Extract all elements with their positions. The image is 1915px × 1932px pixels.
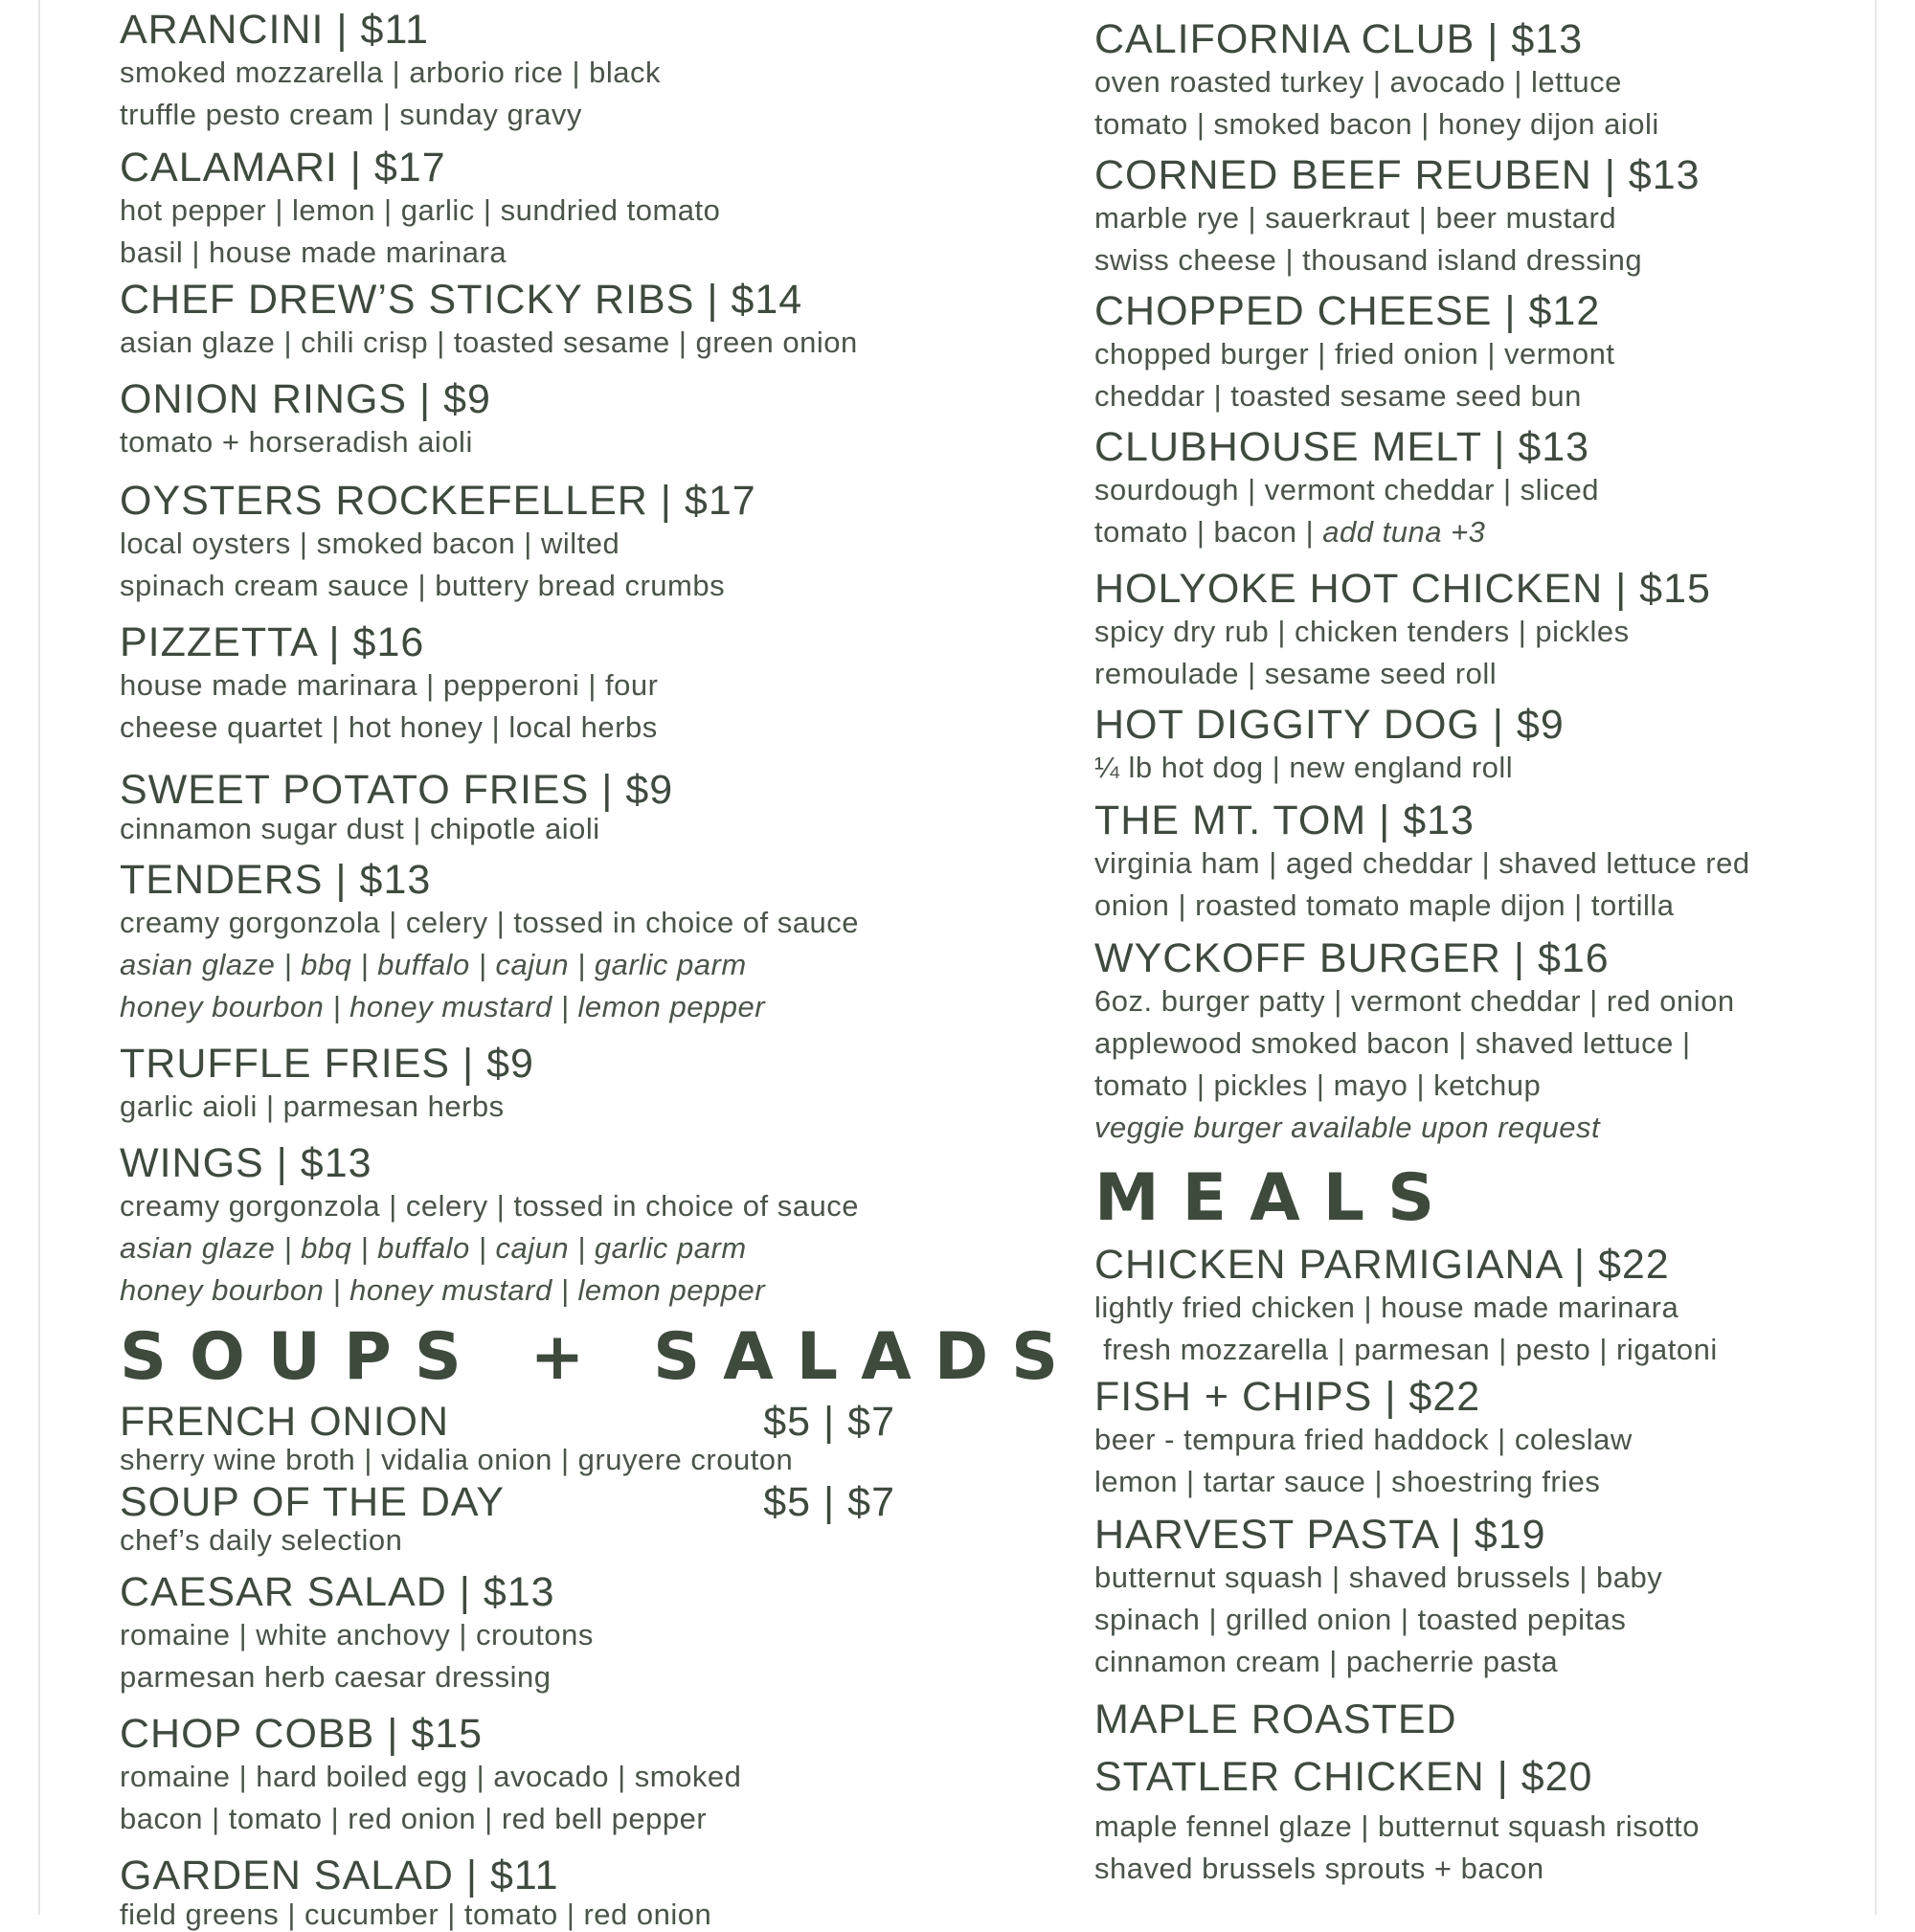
item-description: house made marinara | pepperoni | four bbox=[120, 668, 659, 702]
item-name: CLUBHOUSE MELT | $13 bbox=[1094, 424, 1590, 470]
menu-item bbox=[120, 858, 1039, 1028]
sauce-options: honey bourbon | honey mustard | lemon pepper bbox=[120, 990, 766, 1023]
item-name: HARVEST PASTA | $19 bbox=[1094, 1512, 1546, 1558]
item-description: romaine | hard boiled egg | avocado | smoked bbox=[120, 1760, 742, 1793]
item-price: $5 | $7 bbox=[763, 1399, 895, 1445]
item-description: hot pepper | lemon | garlic | sundried tomato bbox=[120, 193, 721, 227]
item-description: shaved brussels sprouts + bacon bbox=[1094, 1852, 1544, 1885]
item-description: chef’s daily selection bbox=[120, 1523, 403, 1557]
menu-item bbox=[120, 1480, 1039, 1557]
item-description: onion | roasted tomato maple dijon | tortilla bbox=[1094, 888, 1675, 922]
menu-item bbox=[120, 377, 1039, 463]
item-name: WYCKOFF BURGER | $16 bbox=[1094, 935, 1610, 981]
item-description: 6oz. burger patty | vermont cheddar | red onion bbox=[1094, 984, 1735, 1018]
item-name: GARDEN SALAD | $11 bbox=[120, 1853, 559, 1898]
menu-item bbox=[120, 1712, 1039, 1840]
item-description bbox=[1094, 511, 1880, 553]
item-description: tomato | smoked bacon | honey dijon aioli bbox=[1094, 107, 1659, 141]
item-description: parmesan herb caesar dressing bbox=[120, 1660, 552, 1694]
section-title-meals: MEALS bbox=[1094, 1160, 1458, 1236]
item-description: beer - tempura fried haddock | coleslaw bbox=[1094, 1423, 1633, 1456]
menu-item bbox=[120, 8, 1039, 136]
item-description: cheese quartet | hot honey | local herbs bbox=[120, 710, 658, 744]
menu-item bbox=[1094, 1691, 1880, 1890]
item-description: romaine | white anchovy | croutons bbox=[120, 1618, 594, 1651]
item-description: spicy dry rub | chicken tenders | pickles bbox=[1094, 615, 1630, 648]
item-description: spinach cream sauce | buttery bread crumbs bbox=[120, 569, 726, 602]
item-description: smoked mozzarella | arborio rice | black bbox=[120, 56, 662, 89]
menu-item bbox=[1094, 1375, 1880, 1503]
item-description: remoulade | sesame seed roll bbox=[1094, 657, 1498, 690]
menu-item bbox=[120, 1853, 1039, 1932]
item-name: CAESAR SALAD | $13 bbox=[120, 1569, 555, 1615]
item-name: FRENCH ONION bbox=[120, 1399, 450, 1445]
description-text: tomato | bacon | bbox=[1094, 515, 1323, 549]
item-description: creamy gorgonzola | celery | tossed in choice of sauce bbox=[120, 906, 859, 939]
item-name: CORNED BEEF REUBEN | $13 bbox=[1094, 152, 1701, 198]
item-description: virginia ham | aged cheddar | shaved lettuce red bbox=[1094, 846, 1750, 880]
menu-item bbox=[1094, 798, 1880, 927]
menu-item bbox=[1094, 567, 1880, 695]
item-description: local oysters | smoked bacon | wilted bbox=[120, 527, 620, 560]
item-description: cinnamon sugar dust | chipotle aioli bbox=[120, 812, 600, 845]
item-description: tomato | pickles | mayo | ketchup bbox=[1094, 1068, 1542, 1102]
item-name: HOT DIGGITY DOG | $9 bbox=[1094, 702, 1565, 748]
item-description: cinnamon cream | pacherrie pasta bbox=[1094, 1645, 1559, 1678]
item-name-continued: STATLER CHICKEN | $20 bbox=[1094, 1754, 1593, 1800]
section-title-soups-salads: SOUPS + SALADS bbox=[120, 1319, 1082, 1395]
item-name: SWEET POTATO FRIES | $9 bbox=[120, 767, 674, 813]
item-name: CALIFORNIA CLUB | $13 bbox=[1094, 16, 1584, 62]
item-name: MAPLE ROASTED bbox=[1094, 1696, 1457, 1742]
item-description: sherry wine broth | vidalia onion | gruyere crouton bbox=[120, 1443, 794, 1476]
right-column bbox=[1094, 0, 1880, 1890]
sauce-options: asian glaze | bbq | buffalo | cajun | garlic parm bbox=[120, 948, 747, 981]
item-name: WINGS | $13 bbox=[120, 1140, 372, 1186]
menu-item bbox=[1094, 1243, 1880, 1371]
left-column bbox=[120, 0, 1082, 1932]
sauce-options: asian glaze | bbq | buffalo | cajun | garlic parm bbox=[120, 1231, 747, 1265]
item-description: applewood smoked bacon | shaved lettuce | bbox=[1094, 1026, 1691, 1060]
menu-item bbox=[120, 620, 1039, 749]
item-description: spinach | grilled onion | toasted pepitas bbox=[1094, 1603, 1627, 1636]
item-description: garlic aioli | parmesan herbs bbox=[120, 1090, 505, 1123]
item-name: ARANCINI | $11 bbox=[120, 7, 430, 53]
item-price: $5 | $7 bbox=[763, 1479, 895, 1525]
menu-item bbox=[120, 1141, 1039, 1312]
item-description: field greens | cucumber | tomato | red onion bbox=[120, 1898, 712, 1931]
item-name: TRUFFLE FRIES | $9 bbox=[120, 1041, 534, 1087]
add-on-note: add tuna +3 bbox=[1322, 515, 1486, 549]
item-description: bacon | tomato | red onion | red bell pepper bbox=[120, 1802, 708, 1835]
menu-item bbox=[120, 479, 1039, 607]
item-description: butternut squash | shaved brussels | baby bbox=[1094, 1561, 1663, 1594]
menu-item bbox=[120, 1570, 1039, 1698]
item-description: truffle pesto cream | sunday gravy bbox=[120, 98, 582, 131]
menu-item bbox=[1094, 425, 1880, 553]
item-description: ¼ lb hot dog | new england roll bbox=[1094, 751, 1514, 784]
item-name: CHOPPED CHEESE | $12 bbox=[1094, 288, 1601, 334]
item-description: cheddar | toasted sesame seed bun bbox=[1094, 379, 1582, 413]
menu-item bbox=[1094, 1513, 1880, 1683]
item-description: chopped burger | fried onion | vermont bbox=[1094, 337, 1615, 371]
menu-item bbox=[1094, 703, 1880, 789]
item-name: FISH + CHIPS | $22 bbox=[1094, 1374, 1481, 1420]
item-description: tomato + horseradish aioli bbox=[120, 425, 473, 459]
item-note: veggie burger available upon request bbox=[1094, 1111, 1601, 1144]
item-name: OYSTERS ROCKEFELLER | $17 bbox=[120, 478, 756, 524]
item-description: maple fennel glaze | butternut squash risotto bbox=[1094, 1809, 1700, 1843]
item-name: HOLYOKE HOT CHICKEN | $15 bbox=[1094, 566, 1711, 612]
item-description: lightly fried chicken | house made marinara bbox=[1094, 1291, 1679, 1324]
item-description: creamy gorgonzola | celery | tossed in choice of sauce bbox=[120, 1189, 859, 1223]
item-description: asian glaze | chili crisp | toasted sesame | green onion bbox=[120, 326, 858, 359]
item-name: SOUP OF THE DAY bbox=[120, 1479, 506, 1525]
menu-item bbox=[1094, 153, 1880, 281]
item-name: CHICKEN PARMIGIANA | $22 bbox=[1094, 1242, 1670, 1288]
menu-item bbox=[1094, 17, 1880, 146]
item-name: THE MT. TOM | $13 bbox=[1094, 798, 1475, 843]
item-description: basil | house made marinara bbox=[120, 236, 507, 269]
menu-item bbox=[120, 1400, 1039, 1476]
item-description: swiss cheese | thousand island dressing bbox=[1094, 243, 1643, 277]
menu-item bbox=[120, 146, 1039, 274]
item-description: oven roasted turkey | avocado | lettuce bbox=[1094, 65, 1622, 99]
item-name: CHOP COBB | $15 bbox=[120, 1711, 484, 1757]
item-name: ONION RINGS | $9 bbox=[120, 376, 491, 422]
menu-item bbox=[120, 278, 1039, 364]
item-description: marble rye | sauerkraut | beer mustard bbox=[1094, 201, 1617, 235]
item-description: sourdough | vermont cheddar | sliced bbox=[1094, 473, 1599, 506]
item-description: fresh mozzarella | parmesan | pesto | rigatoni bbox=[1094, 1333, 1718, 1366]
menu-item bbox=[1094, 936, 1880, 1149]
sauce-options: honey bourbon | honey mustard | lemon pepper bbox=[120, 1273, 766, 1307]
menu-item bbox=[120, 768, 1039, 846]
menu-item bbox=[120, 1042, 1039, 1128]
page-edge-left bbox=[38, 0, 40, 1915]
item-name: PIZZETTA | $16 bbox=[120, 619, 425, 665]
item-name: TENDERS | $13 bbox=[120, 857, 432, 903]
item-name: CHEF DREW’S STICKY RIBS | $14 bbox=[120, 277, 803, 323]
menu-item bbox=[1094, 289, 1880, 417]
item-name: CALAMARI | $17 bbox=[120, 145, 446, 191]
item-description: lemon | tartar sauce | shoestring fries bbox=[1094, 1465, 1601, 1498]
